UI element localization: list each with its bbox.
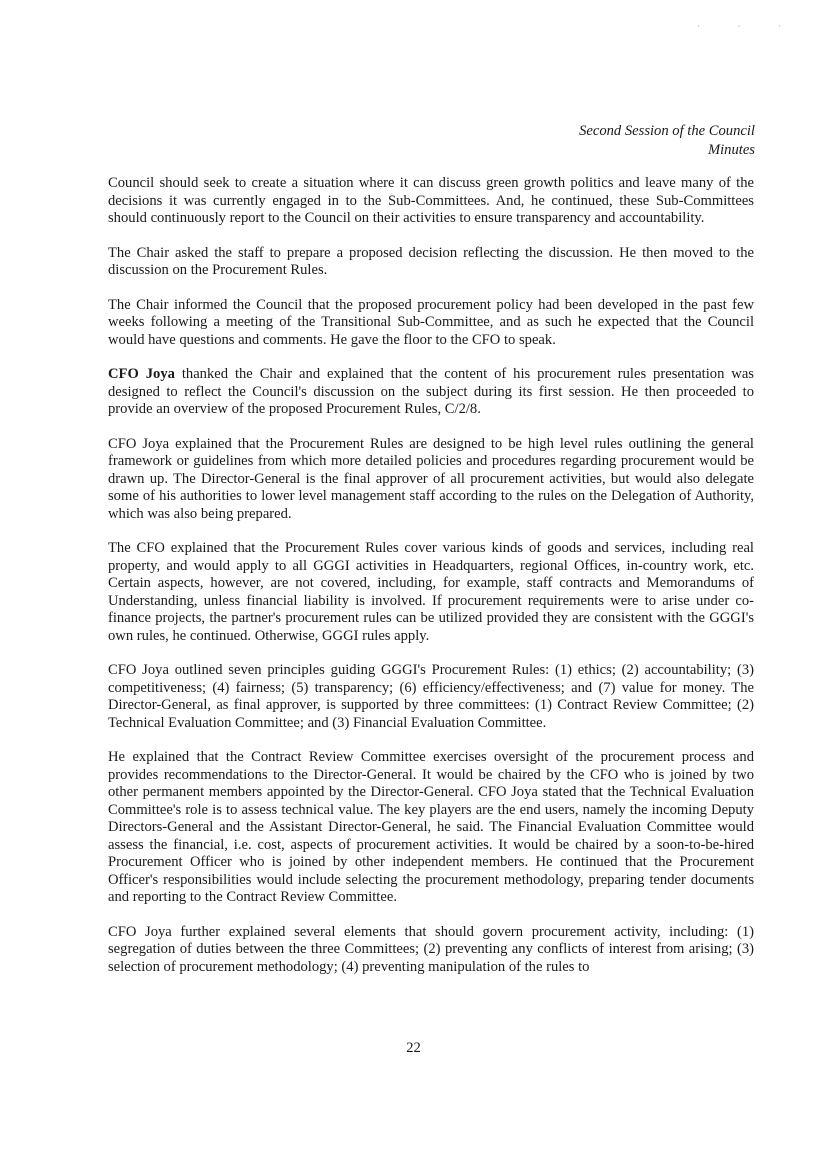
paragraph-1: Council should seek to create a situation where it can discuss green growth politics and leave many of the decisions it was currently engaged in to the Sub-Committees. And, he continued, these Sub-Committees should continuously report to the Council on their activities to ensure transparency and accountability. — [108, 175, 754, 226]
page-number: 22 — [406, 1040, 421, 1056]
paragraph-2: The Chair asked the staff to prepare a proposed decision reflecting the discussion. He then moved to the discussion on the Procurement Rules. — [108, 244, 754, 278]
paragraph-4 — [108, 366, 754, 419]
header-minutes-label: Minutes — [707, 142, 755, 158]
paragraph-4-text: thanked the Chair and explained that the content of his procurement rules presentation was designed to reflect the Council's discussion on the subject during its first session. He then proceeded to provide an overview of the proposed Procurement Rules, C/2/8. — [108, 366, 754, 417]
paragraph-8: He explained that the Contract Review Committee exercises oversight of the procurement process and provides recommendations to the Director-General. It would be chaired by the CFO who is joined by two other permanent members appointed by the Director-General. CFO Joya stated that the Technical Evaluation Committee's role is to assess technical value. The key players are the end users, namely the incoming Deputy Directors-General and the Assistant Director-General, he said. The Financial Evaluation Committee would assess the financial, i.e. cost, aspects of procurement activities. It would be chaired by a soon-to-be-hired Procurement Officer who is joined by other independent members. He continued that the Procurement Officer's responsibilities would include selecting the procurement methodology, preparing tender documents and reporting to the Contract Review Committee. — [108, 749, 754, 905]
speaker-name: CFO Joya — [108, 366, 175, 382]
scan-artifact: · · · — [697, 22, 799, 31]
paragraph-9: CFO Joya further explained several elements that should govern procurement activity, including: (1) segregation of duties between the three Committees; (2) preventing any conflicts of interest from arising; (3) selection of procurement methodology; (4) preventing manipulation of the rules to — [108, 923, 754, 975]
paragraph-6: The CFO explained that the Procurement Rules cover various kinds of goods and services, including real property, and would apply to all GGGI activities in Headquarters, regional Offices, in-country work, etc. Certain aspects, however, are not covered, including, for example, staff contracts and Memorandums of Understanding, unless financial liability is involved. If procurement requirements were to arise under co-finance projects, the partner's procurement rules can be utilized provided they are consistent with the GGGI's own rules, he continued. Otherwise, GGGI rules apply. — [108, 540, 754, 644]
paragraph-3: The Chair informed the Council that the proposed procurement policy had been developed in the past few weeks following a meeting of the Transitional Sub-Committee, and as such he expected that the Council would have questions and comments. He gave the floor to the CFO to speak. — [108, 296, 754, 348]
page-header — [579, 122, 755, 160]
header-session-title: Second Session of the Council — [579, 123, 755, 139]
paragraph-7: CFO Joya outlined seven principles guiding GGGI's Procurement Rules: (1) ethics; (2) accountability; (3) competitiveness; (4) fairness; (5) transparency; (6) efficiency/effectiveness; and (7) value for money. The Director-General, as final approver, is supported by three committees: (1) Contract Review Committee; (2) Technical Evaluation Committee; and (3) Financial Evaluation Committee. — [108, 662, 754, 731]
minutes-body — [108, 175, 754, 993]
paragraph-5: CFO Joya explained that the Procurement Rules are designed to be high level rules outlining the general framework or guidelines from which more detailed policies and procedures regarding procurement would be drawn up. The Director-General is the final approver of all procurement activities, but would also delegate some of his authorities to lower level management staff according to the rules on the Delegation of Authority, which was also being prepared. — [108, 435, 754, 522]
